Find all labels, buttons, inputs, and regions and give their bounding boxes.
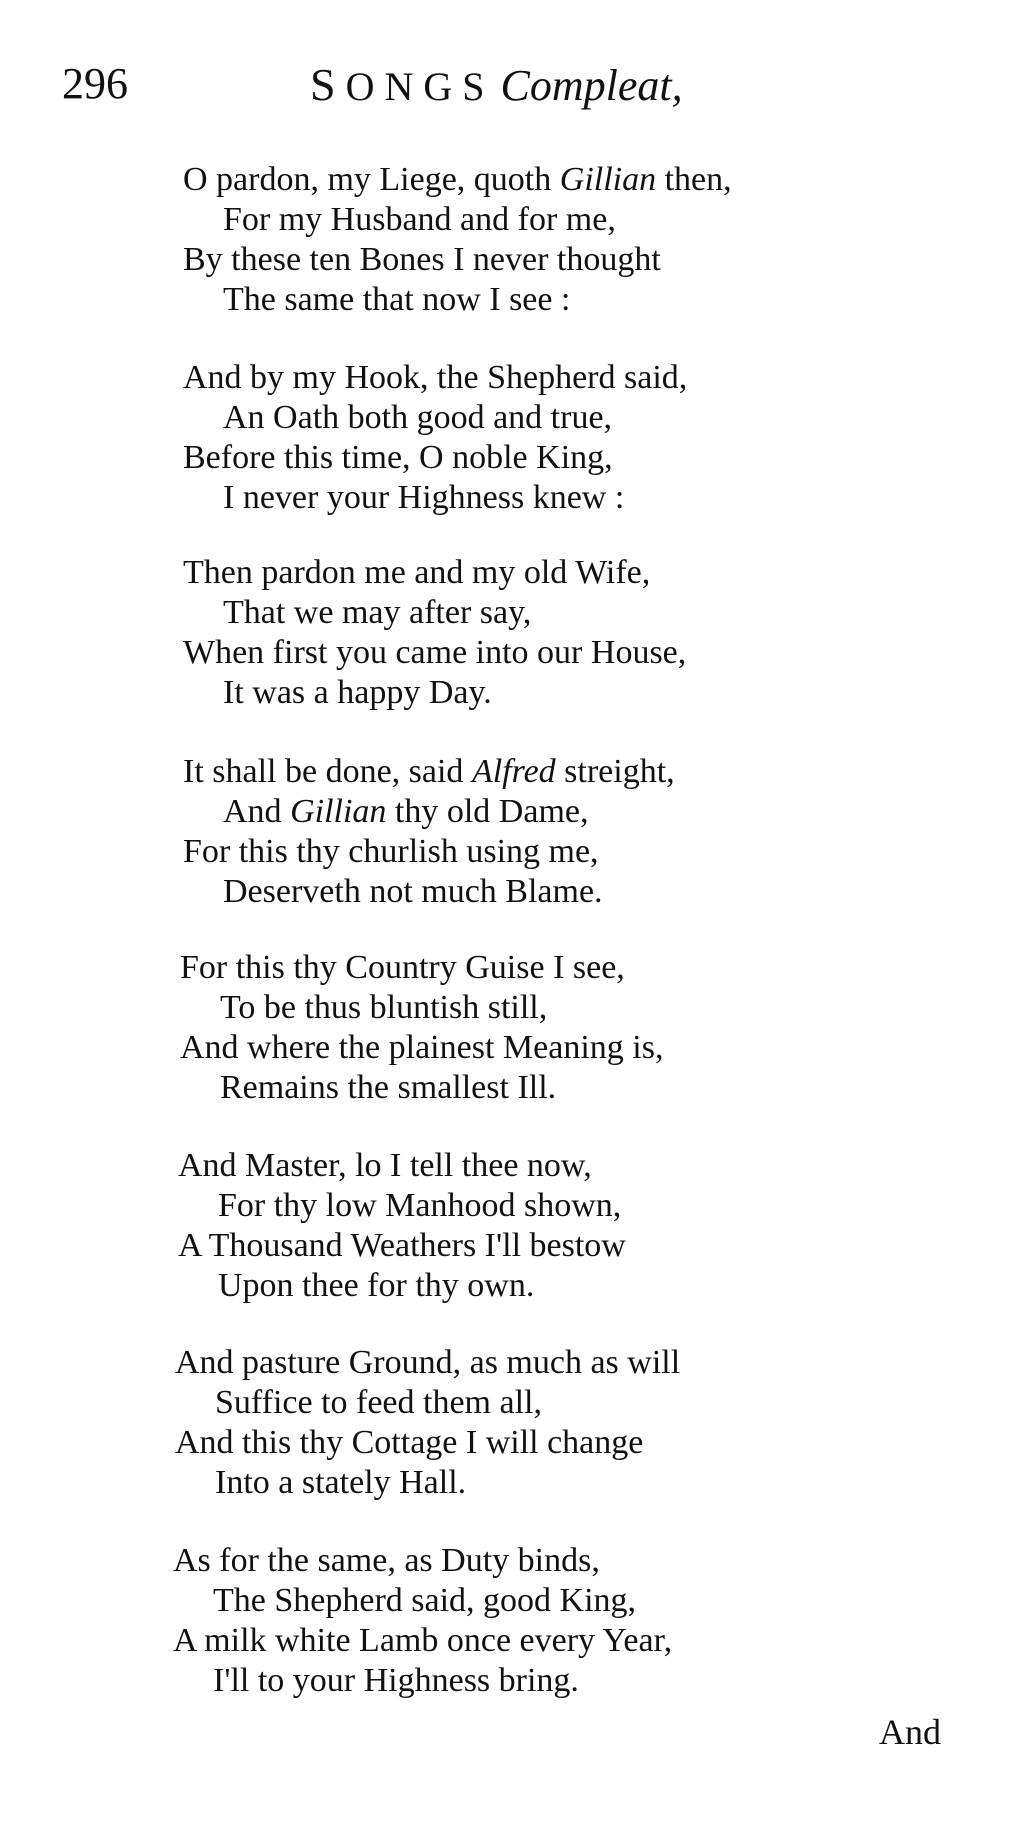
page-number: 296 (62, 59, 128, 108)
verse-line: As for the same, as Duty binds, (173, 1542, 600, 1579)
stanza (180, 948, 663, 1108)
stanza (183, 358, 687, 518)
verse-line: And Gillian thy old Dame, (223, 793, 589, 830)
verse-line: Before this time, O noble King, (183, 439, 613, 476)
verse-line: Suffice to feed them all, (215, 1384, 542, 1421)
catchword: And (879, 1712, 941, 1752)
verse-line: For this thy Country Guise I see, (180, 949, 625, 986)
verse-line: Upon thee for thy own. (218, 1267, 535, 1304)
verse-line: That we may after say, (223, 594, 532, 631)
verse-line: It was a happy Day. (223, 674, 492, 711)
verse-line: I'll to your Highness bring. (213, 1662, 579, 1699)
verse-line: A Thousand Weathers I'll bestow (178, 1227, 626, 1264)
verse-line: An Oath both good and true, (223, 399, 613, 436)
verse-line: Remains the smallest Ill. (220, 1069, 557, 1106)
verse-line: Deserveth not much Blame. (223, 873, 603, 910)
verse-line: I never your Highness knew : (223, 479, 625, 516)
verse-line: And pasture Ground, as much as will (175, 1344, 681, 1381)
verse-line: A milk white Lamb once every Year, (173, 1622, 673, 1659)
verse-line: And where the plainest Meaning is, (180, 1029, 664, 1066)
verse-line: And Master, lo I tell thee now, (178, 1147, 592, 1184)
verse-line: O pardon, my Liege, quoth Gillian then, (183, 161, 732, 198)
verse-line: For this thy churlish using me, (183, 833, 599, 870)
verse-line: The Shepherd said, good King, (213, 1582, 637, 1619)
verse-line: Into a stately Hall. (215, 1464, 467, 1501)
verse-line: Then pardon me and my old Wife, (183, 554, 651, 591)
stanza (183, 752, 675, 912)
running-head-italic: Compleat, (500, 61, 683, 110)
verse-line: For thy low Manhood shown, (218, 1187, 622, 1224)
stanza (178, 1146, 626, 1306)
stanza (183, 160, 732, 320)
running-head (310, 59, 683, 110)
verse-line: By these ten Bones I never thought (183, 241, 661, 278)
verse-line: For my Husband and for me, (223, 201, 616, 238)
verse-line: And by my Hook, the Shepherd said, (183, 359, 688, 396)
verse-line: It shall be done, said Alfred streight, (183, 753, 675, 790)
verse-line: When first you came into our House, (183, 634, 687, 671)
stanza (173, 1541, 672, 1701)
verse-line: To be thus bluntish still, (220, 989, 548, 1026)
running-head-caps: SONGS (310, 59, 495, 110)
verse-line: The same that now I see : (223, 281, 571, 318)
stanza (183, 553, 686, 713)
stanza (175, 1343, 680, 1503)
verse-line: And this thy Cottage I will change (175, 1424, 644, 1461)
